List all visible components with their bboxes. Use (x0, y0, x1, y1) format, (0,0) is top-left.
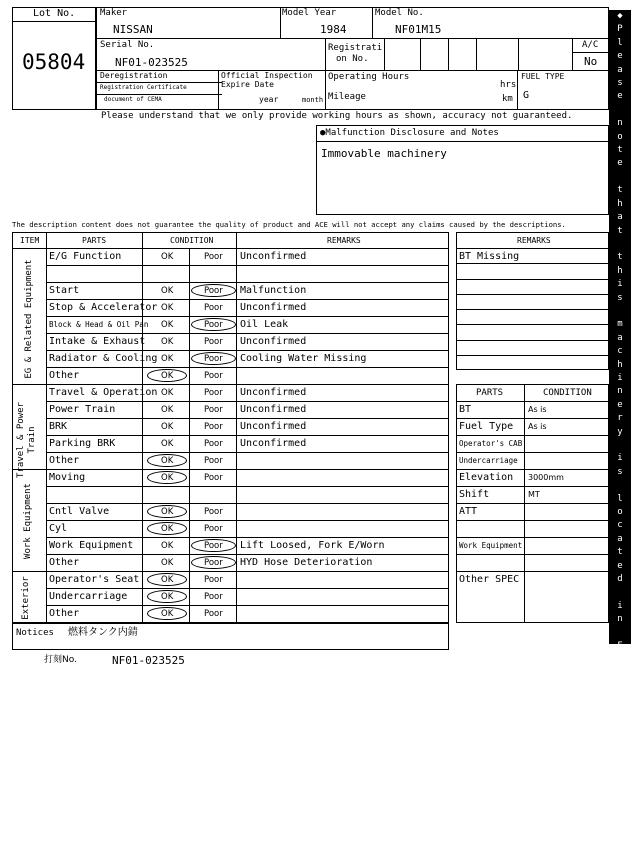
poor-option: Poor (204, 609, 223, 619)
part-label: Travel & Operation (49, 387, 158, 398)
header-item: ITEM (20, 236, 40, 245)
sidebar-char: t (617, 252, 623, 263)
malfunction-title: ●Malfunction Disclosure and Notes (320, 128, 499, 138)
part-label: Cntl Valve (49, 506, 110, 517)
remark-text: Oil Leak (240, 319, 289, 330)
remarks-divider (456, 309, 609, 310)
right-part-label: Elevation (459, 472, 514, 483)
sidebar-char: i (617, 453, 623, 464)
right-condition-header: CONDITION (543, 388, 592, 398)
remark-text: Malfunction (240, 285, 307, 296)
model-year-value: 1984 (320, 23, 347, 36)
part-label: Parking BRK (49, 438, 116, 449)
lot-number: 05804 (22, 50, 86, 74)
sidebar-char: o (617, 131, 623, 142)
serial-label: Serial No. (100, 40, 155, 50)
sidebar-notice (609, 10, 631, 866)
ok-option: OK (161, 405, 174, 415)
remarks-divider (456, 324, 609, 325)
poor-circle-mark (191, 318, 236, 331)
sidebar-char: f (617, 721, 623, 732)
sidebar-char: P (617, 761, 623, 772)
remark-text: Unconfirmed (240, 387, 307, 398)
poor-option: Poor (204, 388, 223, 398)
parts-divider (456, 452, 609, 453)
parts-divider (456, 486, 609, 487)
poor-option: Poor (204, 286, 223, 296)
row-divider (46, 452, 449, 453)
sidebar-char: i (617, 708, 623, 719)
parts-divider (456, 418, 609, 419)
ok-option: OK (161, 456, 174, 466)
remark-text: Unconfirmed (240, 302, 307, 313)
part-label: Other (49, 370, 80, 381)
ok-option: OK (161, 354, 174, 364)
deregistration-label: Deregistration (100, 71, 168, 80)
part-label: Undercarriage (49, 591, 128, 602)
header-remarks: REMARKS (327, 236, 361, 245)
ac-label: A/C (582, 40, 599, 50)
sidebar-char: t (617, 547, 623, 558)
poor-option: Poor (204, 303, 223, 313)
sidebar-char: s (617, 78, 623, 89)
sidebar-char: n (617, 386, 623, 397)
row-divider (46, 282, 449, 283)
remark-text: Unconfirmed (240, 404, 307, 415)
remark-text: Unconfirmed (240, 336, 307, 347)
part-label: Stop & Accelerator (49, 302, 158, 313)
sidebar-char: n (617, 614, 623, 625)
parts-divider (456, 435, 609, 436)
registration-label-2: on No. (336, 54, 369, 64)
sidebar-char: k (617, 681, 623, 692)
sidebar-char: l (617, 493, 623, 504)
registration-cert-label: Registration Certificate (100, 84, 187, 91)
sidebar-char (609, 479, 631, 492)
ok-option: OK (161, 320, 174, 330)
remark-text: Unconfirmed (240, 438, 307, 449)
notices-text: 燃料タンク内錆 (68, 627, 138, 638)
sidebar-char: h (617, 359, 623, 370)
sidebar-char: o (617, 654, 623, 665)
parts-divider (456, 503, 609, 504)
poor-option: Poor (204, 405, 223, 415)
right-remark-line: BT Missing (459, 251, 520, 262)
sidebar-char (609, 171, 631, 184)
sidebar-char: a (617, 64, 623, 75)
hours-notice: Please understand that we only provide working hours as shown, accuracy not guaranteed. (101, 111, 573, 121)
poor-option: Poor (204, 371, 223, 381)
remarks-divider (456, 355, 609, 356)
right-part-condition: MT (528, 490, 540, 499)
mileage-label: Mileage (328, 92, 366, 102)
poor-option: Poor (204, 592, 223, 602)
poor-circle-mark (191, 352, 236, 365)
ok-option: OK (161, 337, 174, 347)
hrs-label: hrs (500, 80, 517, 90)
km-label: km (502, 94, 513, 104)
part-label: Other (49, 455, 80, 466)
ok-circle-mark (147, 454, 187, 467)
poor-option: Poor (204, 541, 223, 551)
remark-text: Unconfirmed (240, 421, 307, 432)
ok-circle-mark (147, 607, 187, 620)
part-label: Work Equipment (49, 540, 134, 551)
sidebar-char: n (617, 118, 623, 129)
part-label: Power Train (49, 404, 116, 415)
sidebar-char: F (617, 641, 623, 652)
remarks-divider (456, 340, 609, 341)
sidebar-char: e (617, 91, 623, 102)
parts-divider (456, 554, 609, 555)
stamp-number: NF01-023525 (112, 654, 185, 667)
header-condition: CONDITION (170, 236, 214, 245)
row-divider (46, 299, 449, 300)
row-divider (12, 571, 449, 572)
ok-circle-mark (147, 369, 187, 382)
poor-option: Poor (204, 507, 223, 517)
ok-option: OK (161, 439, 174, 449)
sidebar-char: l (617, 37, 623, 48)
sidebar-char: i (617, 372, 623, 383)
sidebar-char: n (617, 828, 623, 839)
right-part-label: Undercarriage (459, 456, 518, 465)
row-divider (12, 469, 449, 470)
year-label: year (259, 95, 279, 104)
ok-circle-mark (147, 471, 187, 484)
right-part-label: BT (459, 404, 472, 415)
remark-text: Unconfirmed (240, 251, 307, 262)
sidebar-char: t (617, 225, 623, 236)
ok-option: OK (161, 524, 174, 534)
sidebar-char: a (617, 212, 623, 223)
disclaimer: The description content does not guarantee the quality of product and ACE will not accept any claims caused by the descriptions. (12, 220, 566, 229)
sidebar-char: h (617, 265, 623, 276)
sidebar-char: g (617, 842, 623, 853)
operating-hours-label: Operating Hours (328, 72, 410, 82)
poor-option: Poor (204, 473, 223, 483)
row-divider (46, 316, 449, 317)
poor-circle-mark (191, 284, 236, 297)
remark-text: Lift Loosed, Fork E/Worn (240, 540, 385, 551)
sidebar-char: e (617, 399, 623, 410)
poor-option: Poor (204, 456, 223, 466)
sidebar-char: r (617, 413, 623, 424)
ok-option: OK (161, 541, 174, 551)
right-part-condition: As is (528, 405, 547, 414)
stamp-label: 打刻No. (44, 655, 77, 665)
right-part-condition: As is (528, 422, 547, 431)
row-divider (46, 418, 449, 419)
sidebar-char: i (617, 600, 623, 611)
serial-value: NF01-023525 (115, 56, 188, 69)
sidebar-char: e (617, 560, 623, 571)
remark-text: HYD Hose Deterioration (240, 557, 373, 568)
poor-circle-mark (191, 539, 236, 552)
poor-option: Poor (204, 337, 223, 347)
poor-option: Poor (204, 558, 223, 568)
ok-option: OK (161, 507, 174, 517)
row-divider (46, 486, 449, 487)
sidebar-char (609, 104, 631, 117)
part-label: Block & Head & Oil Pan (49, 320, 149, 329)
parts-divider (456, 520, 609, 521)
sidebar-char (609, 627, 631, 640)
part-label: Start (49, 285, 80, 296)
sidebar-char (609, 439, 631, 452)
sidebar-char: o (617, 507, 623, 518)
right-part-condition: 3000mm (528, 473, 564, 482)
sidebar-char: a (617, 533, 623, 544)
right-part-label: Fuel Type (459, 421, 514, 432)
sidebar-char: s (617, 292, 623, 303)
row-divider (46, 554, 449, 555)
part-label: Operator's Seat (49, 574, 140, 585)
sidebar-char: ◆ (617, 855, 623, 866)
row-divider (46, 537, 449, 538)
poor-option: Poor (204, 575, 223, 585)
model-year-label: Model Year (282, 8, 337, 18)
sidebar-char: y (617, 426, 623, 437)
poor-option: Poor (204, 320, 223, 330)
part-label: Radiator & Cooling (49, 353, 158, 364)
right-part-label: Operator's CAB (459, 439, 523, 448)
ok-circle-mark (147, 522, 187, 535)
header-parts: PARTS (82, 236, 107, 245)
sidebar-char: m (617, 319, 623, 330)
sidebar-char: i (617, 815, 623, 826)
group-label-exterior: Exterior (21, 576, 31, 620)
sidebar-char: P (617, 24, 623, 35)
sidebar-char: r (617, 667, 623, 678)
sidebar-char: s (617, 466, 623, 477)
group-label-work: Work Equipment (23, 483, 33, 559)
row-divider (46, 435, 449, 436)
sidebar-char (609, 238, 631, 251)
parts-divider (456, 469, 609, 470)
model-no-value: NF01M15 (395, 23, 442, 36)
ok-option: OK (161, 388, 174, 398)
row-divider (46, 605, 449, 606)
malfunction-text: Immovable machinery (321, 147, 447, 160)
ok-circle-mark (147, 590, 187, 603)
sidebar-char: c (617, 346, 623, 357)
sidebar-char: t (617, 734, 623, 745)
right-part-label: Shift (459, 489, 490, 500)
sidebar-char: t (617, 185, 623, 196)
model-no-label: Model No. (375, 8, 424, 18)
remarks-divider (456, 279, 609, 280)
row-divider (46, 333, 449, 334)
ok-option: OK (161, 575, 174, 585)
ok-option: OK (161, 286, 174, 296)
sidebar-char: a (617, 332, 623, 343)
row-divider (46, 520, 449, 521)
remarks-divider (456, 294, 609, 295)
fuel-type-value: G (523, 90, 530, 101)
sidebar-char: e (617, 51, 623, 62)
sidebar-char (609, 747, 631, 760)
poor-option: Poor (204, 354, 223, 364)
ok-option: OK (161, 592, 174, 602)
ok-option: OK (161, 303, 174, 313)
row-divider (12, 384, 449, 385)
fuel-type-label: FUEL TYPE (521, 72, 565, 81)
group-label-travel-text: Travel & Power Train (16, 402, 37, 478)
document-cema-label: document of CEMA (104, 96, 162, 103)
inspection-label-2: Expire Date (221, 80, 274, 89)
registration-label-1: Registrati (328, 43, 383, 53)
sidebar-char: i (617, 279, 623, 290)
poor-option: Poor (204, 422, 223, 432)
right-part-label: Work Equipment (459, 541, 523, 550)
sidebar-char: r (617, 788, 623, 799)
maker-label: Maker (100, 8, 128, 18)
notices-label: Notices (16, 628, 54, 638)
sidebar-char (609, 305, 631, 318)
sidebar-char: h (617, 198, 623, 209)
right-part-label: Other SPEC (459, 574, 520, 585)
poor-option: Poor (204, 252, 223, 262)
ok-option: OK (161, 473, 174, 483)
parts-divider (456, 537, 609, 538)
right-part-label: ATT (459, 506, 478, 517)
lot-label: Lot No. (33, 8, 76, 19)
part-label: Other (49, 608, 80, 619)
sidebar-char: d (617, 574, 623, 585)
right-parts-header: PARTS (476, 388, 504, 398)
malfunction-box (316, 125, 609, 215)
ok-option: OK (161, 609, 174, 619)
month-label: month (302, 96, 324, 104)
group-label-eg: EG & Related Equipment (24, 259, 34, 379)
sidebar-char: k (617, 801, 623, 812)
part-label: BRK (49, 421, 68, 432)
ok-circle-mark (147, 505, 187, 518)
part-label: E/G Function (49, 251, 122, 262)
ok-option: OK (161, 422, 174, 432)
ok-option: OK (161, 252, 174, 262)
ok-circle-mark (147, 573, 187, 586)
inspection-label-1: Official Inspection (221, 71, 313, 80)
part-label: Moving (49, 472, 86, 483)
row-divider (46, 367, 449, 368)
part-label: Intake & Exhaust (49, 336, 146, 347)
part-label: Cyl (49, 523, 68, 534)
sidebar-char: e (617, 158, 623, 169)
sidebar-char (609, 586, 631, 599)
ac-value: No (584, 55, 598, 68)
sidebar-char: l (617, 694, 623, 705)
row-divider (46, 265, 449, 266)
poor-option: Poor (204, 524, 223, 534)
remark-text: Cooling Water Missing (240, 353, 367, 364)
row-divider (46, 503, 449, 504)
sidebar-text (609, 10, 631, 868)
poor-circle-mark (191, 556, 236, 569)
row-divider (46, 401, 449, 402)
sidebar-char: ◆ (617, 11, 623, 21)
remarks-divider (456, 263, 609, 264)
sidebar-char: c (617, 520, 623, 531)
maker-value: NISSAN (113, 23, 153, 36)
parts-divider (456, 571, 609, 572)
row-divider (46, 588, 449, 589)
ok-option: OK (161, 371, 174, 381)
ok-option: OK (161, 558, 174, 568)
sidebar-char: t (617, 145, 623, 156)
part-label: Other (49, 557, 80, 568)
sidebar-char: a (617, 775, 623, 786)
row-divider (46, 350, 449, 351)
poor-option: Poor (204, 439, 223, 449)
right-remarks-header: REMARKS (517, 236, 551, 245)
parts-divider (456, 401, 609, 402)
